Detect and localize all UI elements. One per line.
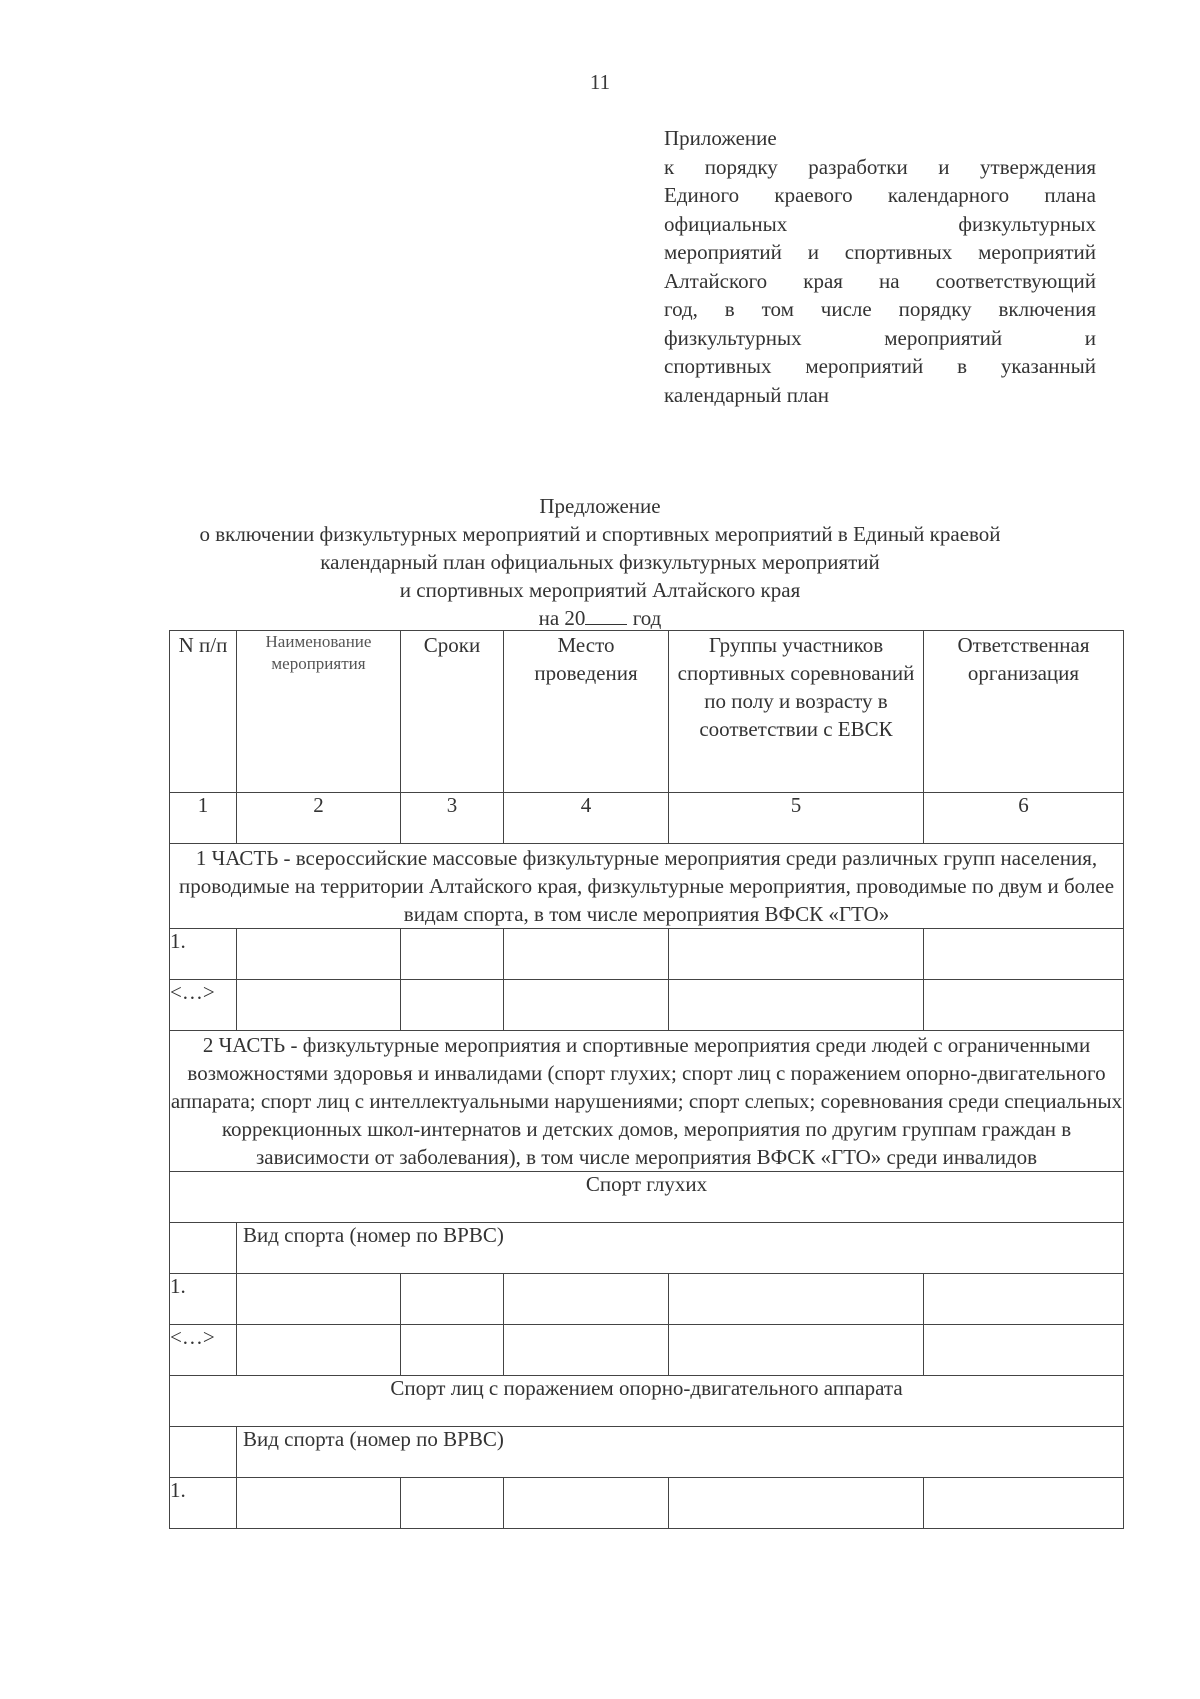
empty-cell [237,980,401,1031]
year-blank [585,606,627,625]
empty-cell [669,929,924,980]
empty-cell [401,1478,504,1529]
table-row [170,1274,1124,1325]
subsection-row [170,1172,1124,1223]
empty-cell [669,1274,924,1325]
empty-cell [924,1478,1124,1529]
empty-cell [504,980,669,1031]
header-number: N п/п [170,631,237,793]
row-number: 1. [170,1274,237,1325]
table-row [170,929,1124,980]
empty-cell [669,1478,924,1529]
header-event-name: Наименование мероприятия [237,631,401,793]
part2-title: 2 ЧАСТЬ - физкультурные мероприятия и спортивные мероприятия среди людей с ограниченными возможностями здоровья и инвалидами (спорт глухих; спорт лиц с поражением опорно-двигательного аппарата; спорт лиц с интеллектуальными нарушениями; спорт слепых; соревнования среди специальных коррекционных школ-интернатов и детских домов, мероприятия по другим группам граждан в зависимости от заболевания), в том числе мероприятия ВФСК «ГТО» среди инвалидов [170,1031,1124,1172]
sport-type-row [170,1427,1124,1478]
title-line: и спортивных мероприятий Алтайского края [399,578,801,602]
column-number: 2 [237,793,401,844]
title-line: Предложение [539,494,661,518]
empty-cell [924,929,1124,980]
empty-cell [504,1274,669,1325]
row-number: 1. [170,929,237,980]
header-dates: Сроки [401,631,504,793]
title-line: о включении физкультурных мероприятий и спортивных мероприятий в Единый краевой [199,522,1001,546]
appendix-line: мероприятий и спортивных мероприятий [664,240,1096,264]
year-prefix: на 20 [538,606,586,630]
appendix-line: год, в том числе порядку включения [664,297,1096,321]
row-number: 1. [170,1478,237,1529]
subsection-row [170,1376,1124,1427]
empty-cell [401,929,504,980]
empty-cell [170,1427,237,1478]
year-suffix: год [632,606,662,630]
header-participant-groups: Группы участников спортивных соревнований по полу и возрасту в соответствии с ЕВСК [669,631,924,793]
row-number: <…> [170,980,237,1031]
header-responsible-org: Ответственная организация [924,631,1124,793]
title-line: календарный план официальных физкультурных мероприятий [320,550,880,574]
empty-cell [170,1223,237,1274]
appendix-heading: Приложение [664,126,777,150]
column-number: 1 [170,793,237,844]
empty-cell [924,1274,1124,1325]
title-year-line [150,604,1050,632]
empty-cell [237,1325,401,1376]
empty-cell [924,980,1124,1031]
appendix-line: календарный план [664,382,830,407]
column-number: 4 [504,793,669,844]
empty-cell [401,1274,504,1325]
table-row [170,1325,1124,1376]
column-number: 3 [401,793,504,844]
empty-cell [924,1325,1124,1376]
appendix-block [664,124,1096,409]
empty-cell [401,980,504,1031]
empty-cell [237,929,401,980]
table-row [170,1478,1124,1529]
empty-cell [237,1478,401,1529]
subsection-deaf-sport: Спорт глухих [170,1172,1124,1223]
appendix-line: к порядку разработки и утверждения [664,154,1096,179]
plan-table [169,630,1124,1529]
sport-type-label: Вид спорта (номер по ВРВС) [237,1427,1124,1478]
column-numbers-row [170,793,1124,844]
empty-cell [504,1325,669,1376]
column-number: 5 [669,793,924,844]
sport-type-row [170,1223,1124,1274]
empty-cell [504,1478,669,1529]
row-number: <…> [170,1325,237,1376]
table-row [170,980,1124,1031]
subsection-musculoskeletal-sport: Спорт лиц с поражением опорно-двигательного аппарата [170,1376,1124,1427]
appendix-line: Алтайского края на соответствующий [664,268,1096,293]
page-number: 11 [589,70,611,94]
table-header-row [170,631,1124,793]
header-venue: Место проведения [504,631,669,793]
sport-type-label: Вид спорта (номер по ВРВС) [237,1223,1124,1274]
empty-cell [669,1325,924,1376]
part1-title: 1 ЧАСТЬ - всероссийские массовые физкультурные мероприятия среди различных групп населения, проводимые на территории Алтайского края, физкультурные мероприятия, проводимые по двум и более видам спорта, в том числе мероприятия ВФСК «ГТО» [170,844,1124,929]
empty-cell [669,980,924,1031]
part2-title-row [170,1031,1124,1172]
appendix-line: физкультурных мероприятий и [664,325,1096,350]
appendix-line: официальных физкультурных [664,211,1096,236]
empty-cell [237,1274,401,1325]
document-title [150,492,1050,632]
empty-cell [504,929,669,980]
empty-cell [401,1325,504,1376]
column-number: 6 [924,793,1124,844]
appendix-line: спортивных мероприятий в указанный [664,354,1096,378]
part1-title-row [170,844,1124,929]
appendix-line: Единого краевого календарного плана [664,183,1096,207]
